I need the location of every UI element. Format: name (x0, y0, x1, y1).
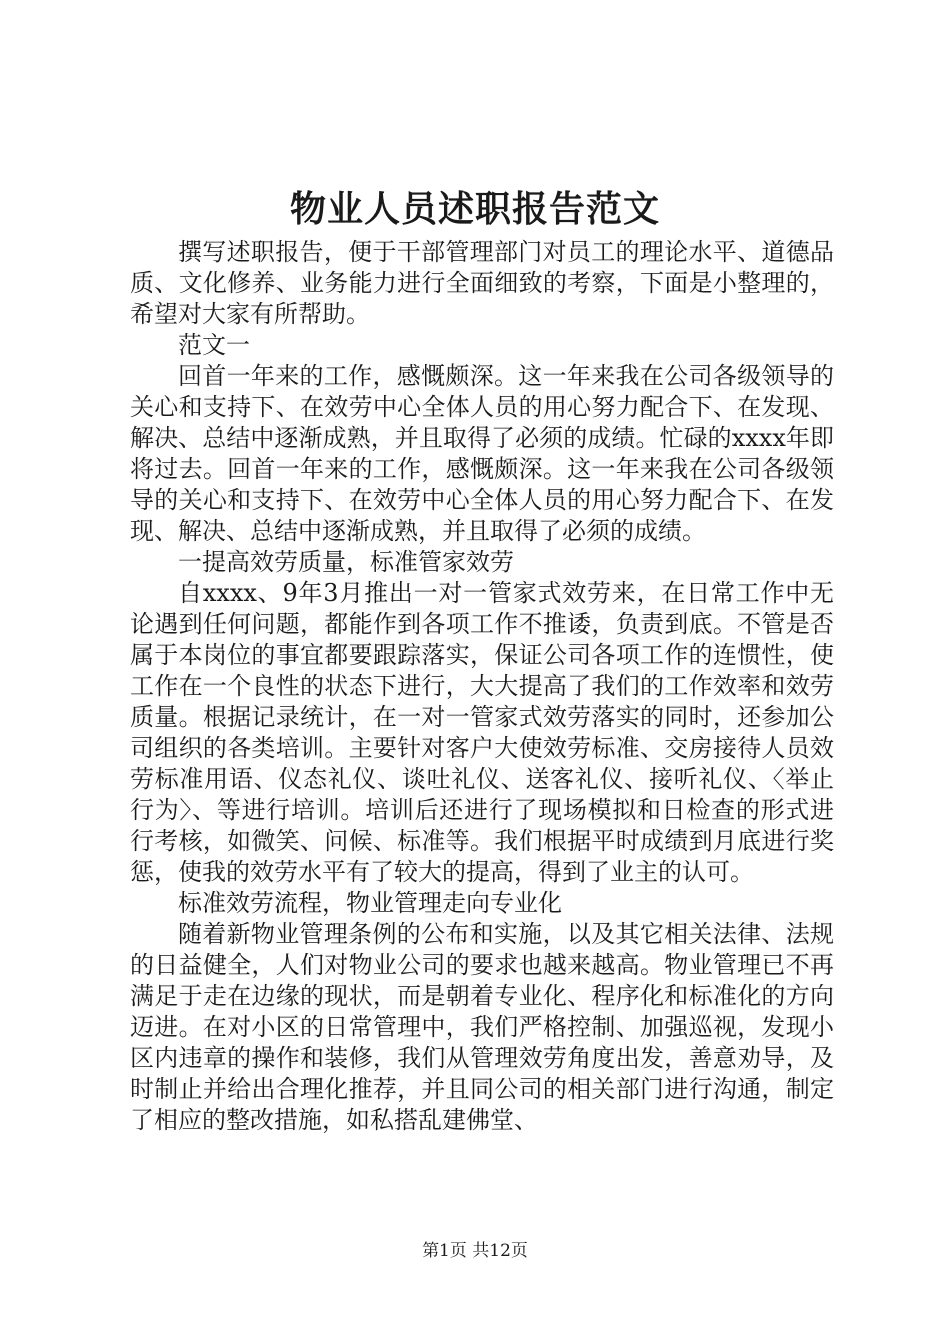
body-paragraph: 随着新物业管理条例的公布和实施，以及其它相关法律、法规的日益健全，人们对物业公司的要求也越来越高。物业管理已不再满足于走在边缘的现状，而是朝着专业化、程序化和标准化的方向迈进。在对小区的日常管理中，我们严格控制、加强巡视，发现小区内违章的操作和装修，我们从管理效劳角度出发，善意劝导，及时制止并给出合理化推荐，并且同公司的相关部门进行沟通，制定了相应的整改措施，如私搭乱建佛堂、 (130, 920, 834, 1134)
page-footer: 第1页 共12页 (422, 1241, 528, 1261)
intro-paragraph: 撰写述职报告，便于干部管理部门对员工的理论水平、道德品质、文化修养、业务能力进行全面细致的考察，下面是小整理的，希望对大家有所帮助。 (130, 238, 834, 328)
body-paragraph: 回首一年来的工作，感慨颇深。这一年来我在公司各级领导的关心和支持下、在效劳中心全体人员的用心努力配合下、在发现、解决、总结中逐渐成熟，并且取得了必须的成绩。忙碌的xxxx年即将过去。回首一年来的工作，感慨颇深。这一年来我在公司各级领导的关心和支持下、在效劳中心全体人员的用心努力配合下、在发现、解决、总结中逐渐成熟，并且取得了必须的成绩。 (130, 362, 834, 545)
body-paragraph: 自xxxx、9年3月推出一对一管家式效劳来，在日常工作中无论遇到任何问题，都能作到各项工作不推诿，负责到底。不管是否属于本岗位的事宜都要跟踪落实，保证公司各项工作的连惯性，使工作在一个良性的状态下进行，大大提高了我们的工作效率和效劳质量。根据记录统计，在一对一管家式效劳落实的同时，还参加公司组织的各类培训。主要针对客户大使效劳标准、交房接待人员效劳标准用语、仪态礼仪、谈吐礼仪、送客礼仪、接听礼仪、〈举止行为〉、等进行培训。培训后还进行了现场模拟和日检查的形式进行考核，如微笑、问候、标准等。我们根据平时成绩到月底进行奖惩，使我的效劳水平有了较大的提高，得到了业主的认可。 (130, 579, 834, 886)
section-heading-sample-one: 范文一 (178, 331, 250, 359)
section-heading-service-quality: 一提高效劳质量，标准管家效劳 (178, 548, 514, 576)
document-body (130, 237, 834, 1136)
section-heading-service-process: 标准效劳流程，物业管理走向专业化 (178, 889, 562, 917)
document-title: 物业人员述职报告范文 (289, 188, 660, 230)
